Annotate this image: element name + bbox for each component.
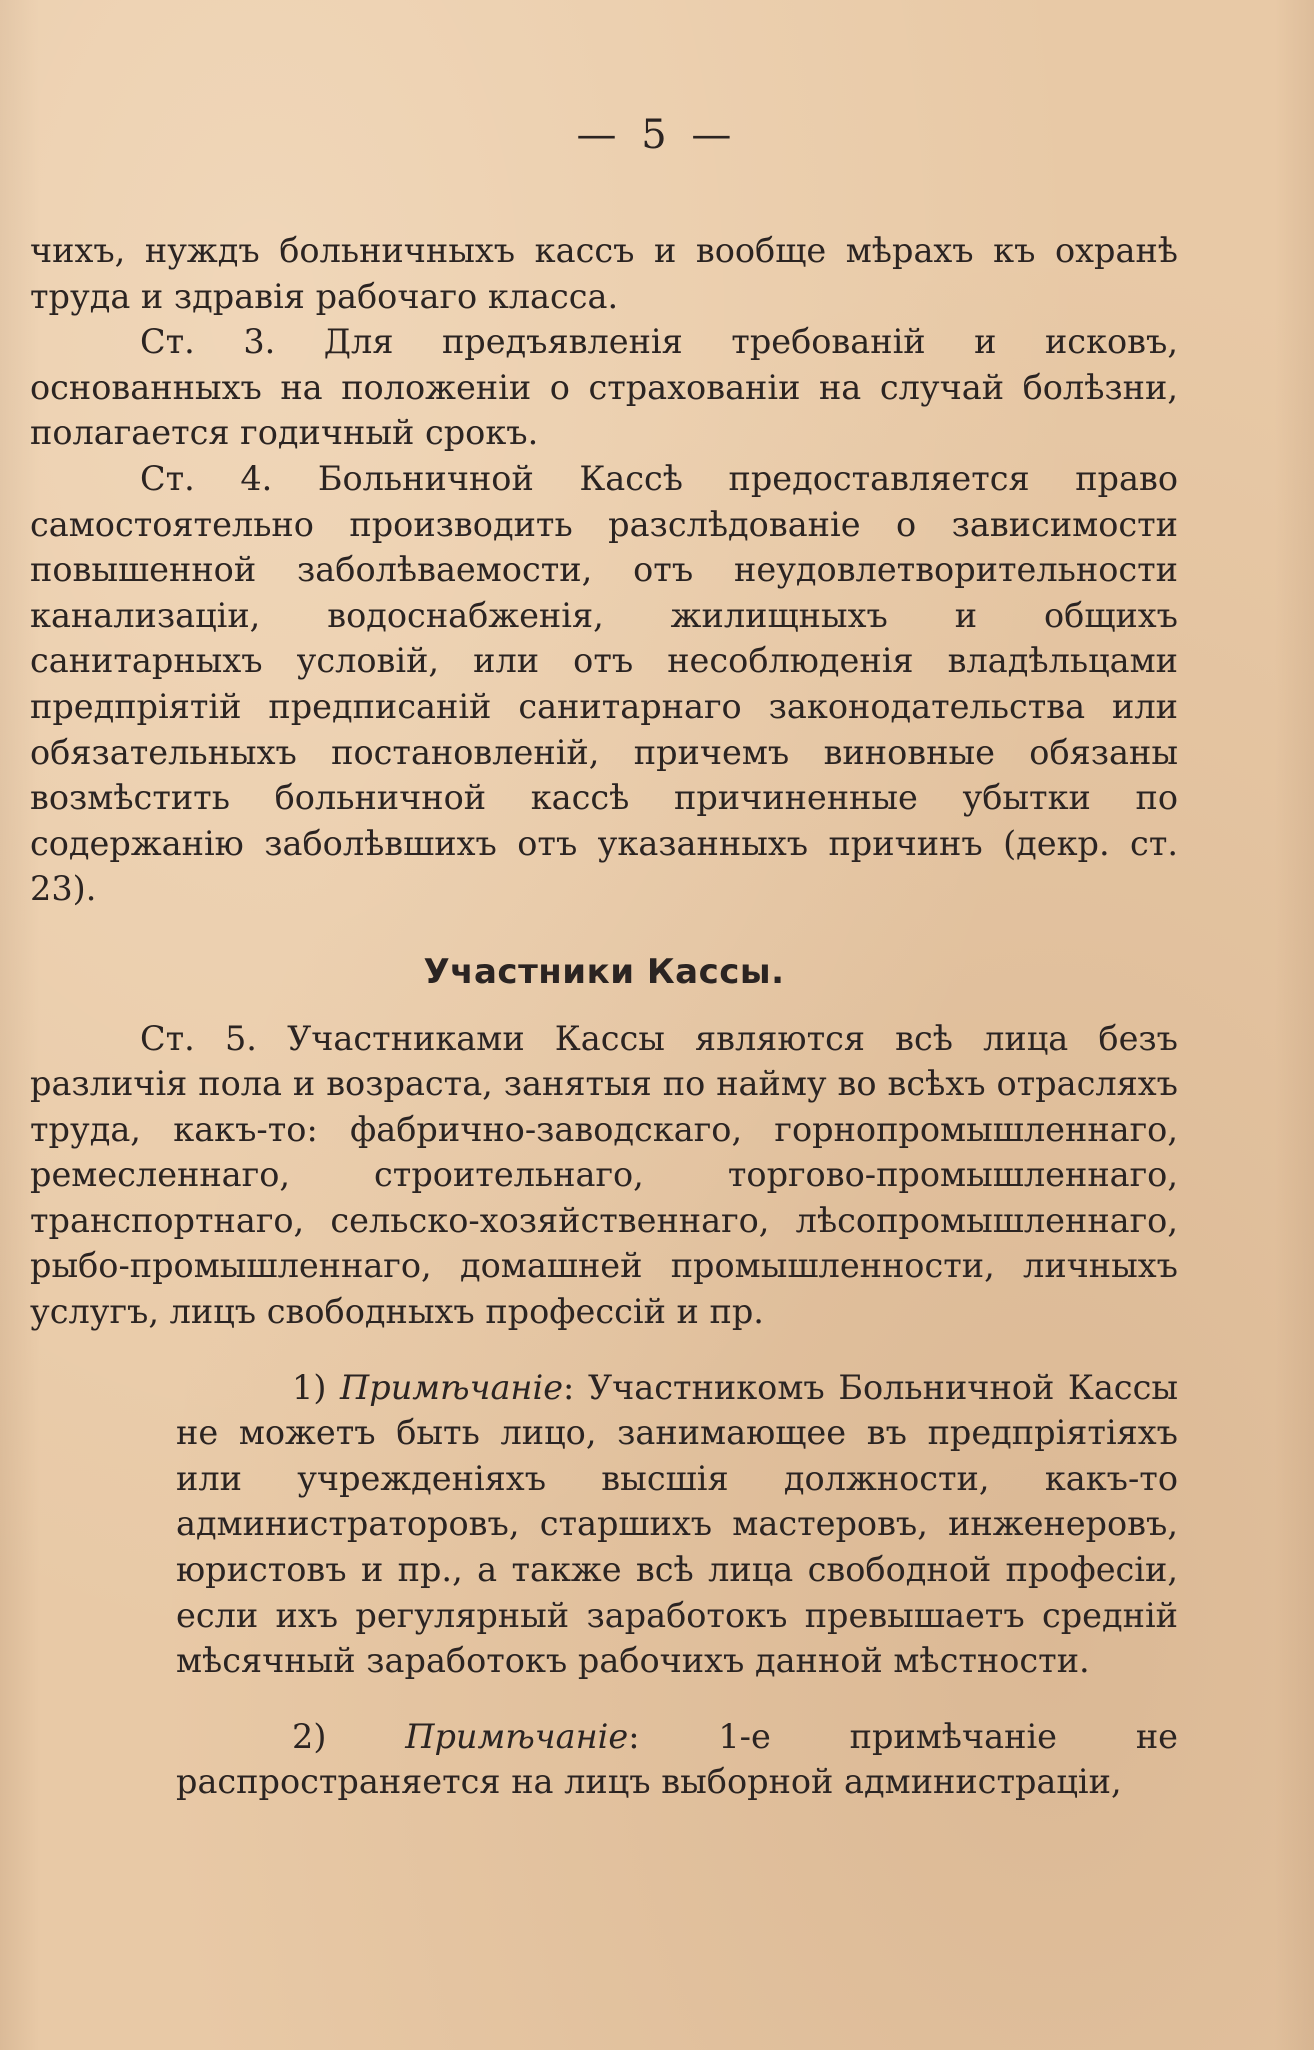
paragraph-article-3: Ст. 3. Для предъявленія требованій и исковъ, основанныхъ на положеніи о страхованіи на случай болѣзни, полагается годичный срокъ. bbox=[30, 322, 1178, 453]
body-text bbox=[30, 228, 1178, 1805]
paragraph-article-5: Ст. 5. Участниками Кассы являются всѣ лица безъ различія пола и возраста, занятыя по найму во всѣхъ отрасляхъ труда, какъ-то: фабрично-заводскаго, горнопромышленнаго, ремесленнаго, строительнаго, торгово-промышленнаго, транспортнаго, сельско-хозяйственнаго, лѣсопромышленнаго, рыбо-промышленнаго, домашней промышленности, личныхъ услугъ, лицъ свободныхъ профессій и пр. bbox=[30, 1018, 1178, 1332]
note-1-text: : Участникомъ Больничной Кассы не можетъ быть лицо, занимающее въ предпріятіяхъ или учрежденіяхъ высшія должности, какъ-то администраторовъ, старшихъ мастеровъ, инженеровъ, юристовъ и пр., а также всѣ лица свободной професіи, если ихъ регулярный заработокъ превышаетъ средній мѣсячный заработокъ рабочихъ данной мѣстности. bbox=[176, 1367, 1178, 1681]
page-number: — 5 — bbox=[576, 112, 738, 158]
section-heading: Участники Кассы. bbox=[423, 951, 785, 992]
note-1-label: Примѣчаніе bbox=[340, 1367, 564, 1407]
paragraph-article-4: Ст. 4. Больничной Кассѣ предоставляется право самостоятельно производить разслѣдованіе о зависимости повышенной заболѣваемости, отъ неудовлетворительности канализаціи, водоснабженія, жилищныхъ и общихъ санитарныхъ условій, или отъ несоблюденія владѣльцами предпріятій предписаній санитарнаго законодательства или обязательныхъ постановленій, причемъ виновные обязаны возмѣстить больничной кассѣ причиненные убытки по содержанію заболѣвшихъ отъ указанныхъ причинъ (декр. ст. 23). bbox=[30, 458, 1178, 909]
note-1-number: 1) bbox=[292, 1367, 327, 1407]
note-2-label: Примѣчаніе bbox=[405, 1716, 629, 1756]
paragraph-continuation: чихъ, нуждъ больничныхъ кассъ и вообще мѣрахъ къ охранѣ труда и здравія рабочаго класса. bbox=[30, 231, 1178, 316]
note-1 bbox=[176, 1365, 1178, 1684]
note-2 bbox=[176, 1714, 1178, 1805]
note-2-number: 2) bbox=[292, 1716, 327, 1756]
note-2-text: : 1-е примѣчаніе не распространяется на лицъ выборной администраціи, bbox=[176, 1716, 1178, 1802]
